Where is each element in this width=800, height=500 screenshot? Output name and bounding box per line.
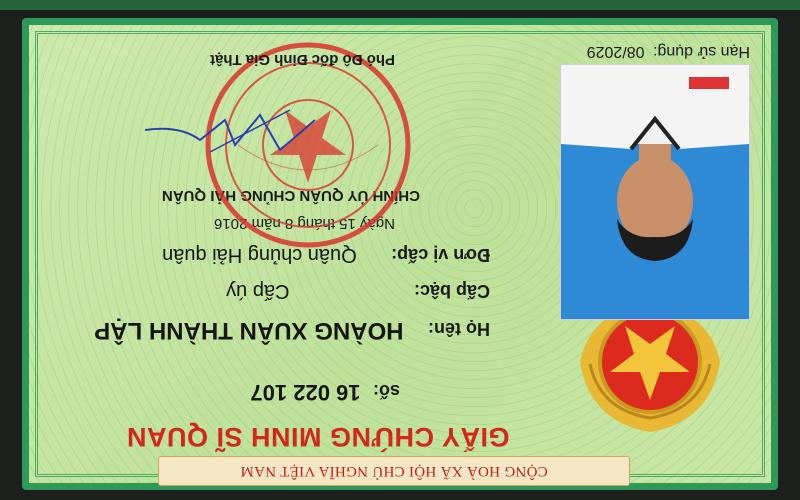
number-value: 16 022 107 — [250, 380, 361, 405]
card-title: GIẤY CHỨNG MINH SĨ QUAN — [126, 422, 510, 452]
issue-date: Ngày 15 tháng 8 năm 2016 — [214, 215, 395, 232]
unit-value: Quân chủng Hải quân — [162, 244, 357, 266]
name-value: HOÀNG XUÂN THÀNH LẬP — [94, 317, 404, 344]
rank-row — [226, 279, 490, 302]
name-row — [94, 316, 490, 344]
expiry-label: Hạn sử dụng: — [653, 43, 750, 60]
expiry-value: 08/2029 — [586, 43, 645, 60]
country-banner: CỘNG HOÀ XÃ HỘI CHỦ NGHĨA VIỆT NAM — [158, 456, 630, 486]
photo-portrait — [561, 65, 749, 319]
number-row — [250, 379, 400, 405]
unit-label: Đơn vị cấp: — [391, 245, 490, 265]
name-label: Họ tên: — [428, 319, 490, 339]
number-label: số: — [373, 381, 400, 401]
rank-label: Cấp bậc: — [413, 281, 490, 301]
id-photo — [560, 64, 750, 320]
expiry-row — [587, 42, 750, 60]
signature — [140, 100, 320, 160]
deputy-title: Phó Đô đốc Đinh Gia Thật — [210, 51, 395, 68]
rank-value: Cấp úy — [226, 280, 290, 302]
issuer-title: CHÍNH ỦY QUÂN CHỦNG HẢI QUÂN — [161, 187, 420, 204]
